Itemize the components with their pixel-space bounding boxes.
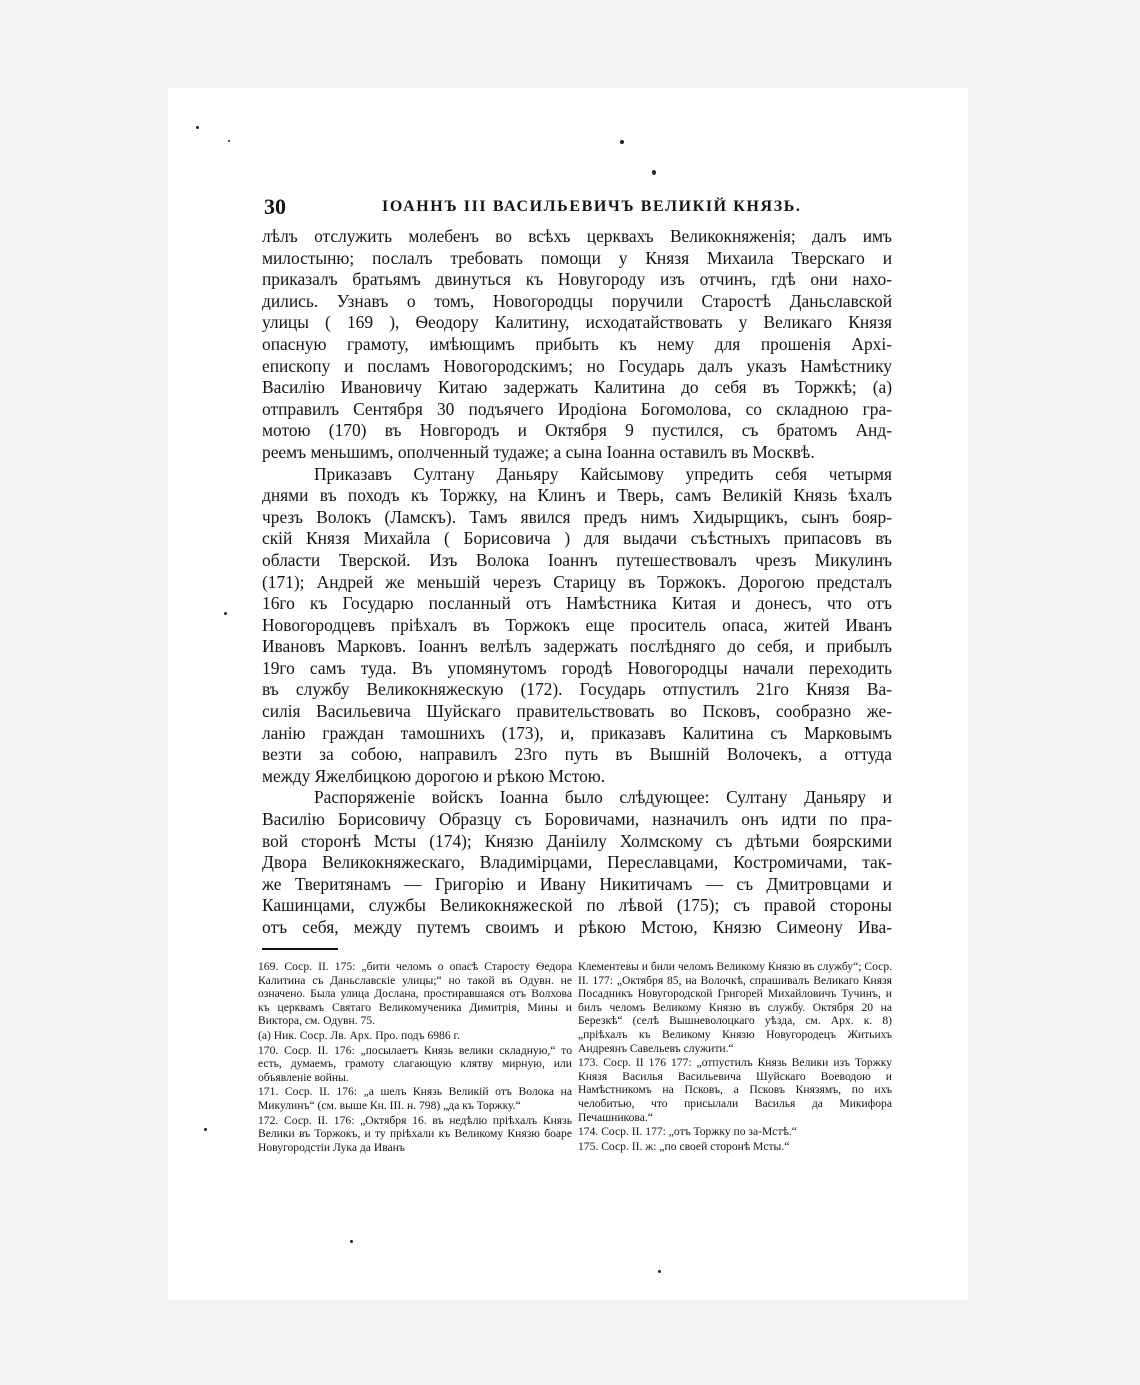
footnote-ref: 169. xyxy=(258,960,279,973)
text-line: мотою (170) въ Новгородъ и Октября 9 пустился, съ братомъ Анд- xyxy=(262,420,892,441)
text-line: опасную грамоту, имѣющимъ прибыть къ нему для прошенія Архі- xyxy=(262,333,892,354)
scan-speck xyxy=(658,1270,661,1273)
scan-speck xyxy=(620,140,624,144)
text-line: милостыню; послалъ требовать помощи у Князя Михаила Тверскаго и xyxy=(262,247,892,268)
text-line: силія Васильевича Шуйскаго правительствовать во Псковъ, сообразно же- xyxy=(262,701,892,722)
text-line: 16го къ Государю посланный отъ Намѣстника Китая и донесъ, что отъ xyxy=(262,593,892,614)
text-line: же Тверитянамъ — Григорію и Ивану Никитичамъ — съ Дмитровцами и xyxy=(262,873,892,894)
footnote-text: Соср. II. 175: „бити челомъ о опасѣ Старосту Ѳедора Калитина съ Даньславскіе улицы;“ но такой въ Одувн. не означено. Была улица Дослана, простиравшаяся отъ Волхова къ церквамъ Святаго Великомученика Димитрія, Мины и Викторa, см. Одувн. 75. xyxy=(258,960,572,1028)
footnote-text: Соср. II. 176: „посылаетъ Князь велики складную,“ то есть, думаемъ, грамоту слагающую клятву мирную, или объявленіе войны. xyxy=(258,1043,572,1084)
text-line: Ивановъ Марковъ. Іоаннъ велѣлъ задержать послѣдняго до себя, и прибылъ xyxy=(262,636,892,657)
footnote-ref: 172. xyxy=(258,1113,279,1127)
text-line: Новогородцевъ пріѣхалъ въ Торжокъ еще проситель опаса, житей Иванъ xyxy=(262,614,892,635)
footnote xyxy=(258,1085,572,1112)
running-title: ІОАННЪ III ВАСИЛЬЕВИЧЪ ВЕЛИКІЙ КНЯЗЬ. xyxy=(382,198,802,215)
footnote-text: Клементевы и били челомъ Великому Князю въ службу“; Соср. II. 177: „Октября 85, на Волочкѣ, спрашивалъ Великаго Князя Посадникъ Новугородской Григорей Михайловичъ Тучинъ, и билъ челомъ Великому Князю въ службу. Октября 20 на Березкѣ“ (селѣ Вышневолоцкаго уѣзда, см. Арх. к. 8) „пріѣхалъ къ Великому Князю Новугородецъ Житьихъ Андреянъ Савельевъ служити.“ xyxy=(578,960,893,1055)
footnote xyxy=(578,1125,892,1139)
footnote-continuation xyxy=(578,960,892,1055)
text-line: Приказавъ Султану Даньяру Кайсымову упредить себя четырмя xyxy=(314,463,892,484)
page-number: 30 xyxy=(264,194,286,219)
footnotes-right-column xyxy=(578,960,892,1154)
text-line: (171); Андрей же меньшій черезъ Старицу въ Торжокъ. Дорогою предсталъ xyxy=(262,571,892,592)
text-line: реемъ меньшимъ, ополченный тудаже; а сына Іоанна оставилъ въ Москвѣ. xyxy=(262,441,815,462)
text-line: Распоряженіе войскъ Іоанна было слѣдующее: Султану Даньяру и xyxy=(314,787,892,808)
text-line: области Тверской. Изъ Волока Іоаннъ путешествовалъ чрезъ Микулинъ xyxy=(262,549,892,570)
footnote-ref: 174. xyxy=(578,1125,599,1139)
footnote xyxy=(578,1056,892,1124)
text-line: везти за собою, направилъ 23го путь въ Вышній Волочекъ, а оттуда xyxy=(262,744,892,765)
footnote-rule xyxy=(262,948,338,950)
text-line: епископу и посламъ Новогородскимъ; но Государь далъ указъ Намѣстнику xyxy=(262,355,892,376)
scan-speck xyxy=(224,612,227,615)
footnote xyxy=(258,1114,572,1155)
paragraph-2 xyxy=(262,464,892,788)
paragraph-3 xyxy=(262,787,892,938)
text-line: чрезъ Волокъ (Ламскъ). Тамъ явился предъ нимъ Хидырщикъ, сынъ бояр- xyxy=(262,506,892,527)
footnote-text: Соср. II 176 177: „отпустилъ Князь Велики изъ Торжку Князя Василья Васильевича Шуйскаго Воеводою и Намѣстникомъ на Псковъ, а Псковъ Князямъ, по ихъ челобитью, что присылали Василья да Микифора Печашникова.“ xyxy=(578,1056,892,1124)
scan-speck xyxy=(196,126,199,129)
text-line: отъ себя, между путемъ своимъ и рѣкою Мстою, Князю Симеону Ива- xyxy=(262,917,892,937)
page-header xyxy=(258,192,918,226)
footnote-text: Соср. II. 177: „отъ Торжку по за-Мстѣ.“ xyxy=(601,1125,797,1139)
paragraph-1 xyxy=(262,226,892,464)
scan-speck xyxy=(652,170,656,175)
scan-speck xyxy=(350,1240,353,1243)
text-line: ланію граждан тамошнихъ (173), и, приказавъ Калитина съ Марковымъ xyxy=(262,722,892,743)
main-text xyxy=(262,226,892,939)
footnote xyxy=(258,960,572,1028)
text-line: между Яжелбицкою дорогою и рѣкою Мстою. xyxy=(262,765,606,786)
text-line: лѣлъ отслужить молебенъ во всѣхъ церквахъ Великокняженія; далъ имъ xyxy=(262,226,892,246)
footnote-text: Соср. II. ж: „по своей сторонѣ Мсты.“ xyxy=(601,1139,790,1153)
footnote-text: Соср. II. 176: „Октября 16. въ недѣлю пріѣхалъ Князь Велики въ Торжокъ, и ту пріѣхали къ Великому Князю боаре Новугородстіи Лука да Иванъ xyxy=(258,1113,572,1154)
text-line: дились. Узнавъ о томъ, Новогородцы поручили Старостѣ Даньславской xyxy=(262,290,892,311)
text-line: Кашинцами, службы Великокняжеской по лѣвой (175); съ правой стороны xyxy=(262,895,892,916)
text-line: Василію Ивановичу Китаю задержать Калитина до себя въ Торжкѣ; (а) xyxy=(262,377,892,398)
footnote xyxy=(258,1029,572,1043)
footnote-ref: 171. xyxy=(258,1085,279,1099)
text-line: въ службу Великокняжескую (172). Государь отпустилъ 21го Князя Ва- xyxy=(262,679,892,700)
text-line: 19го самъ туда. Въ упомянутомъ городѣ Новогородцы начали переходить xyxy=(262,657,892,678)
scan-speck xyxy=(204,1128,207,1131)
text-line: Двора Великокняжескаго, Владимірцами, Переславцами, Костромичами, так- xyxy=(262,852,892,873)
text-line: Василію Борисовичу Образцу съ Боровичами, назначилъ онъ идти по пра- xyxy=(262,809,892,830)
text-line: вой сторонѣ Мсты (174); Князю Даніилу Холмскому съ дѣтьми боярскими xyxy=(262,830,892,851)
footnote xyxy=(578,1140,892,1154)
footnote-ref: 173. xyxy=(578,1056,599,1070)
footnote-ref: 175. xyxy=(578,1139,599,1153)
footnote-text: Ник. Соср. Лв. Арх. Про. подъ 6986 г. xyxy=(273,1028,460,1042)
text-line: скій Князя Михайла ( Борисовича ) для выдачи съѣстныхъ припасовъ въ xyxy=(262,528,892,549)
footnote xyxy=(258,1044,572,1085)
text-line: приказалъ братьямъ двинуться къ Новугороду изъ отчинъ, гдѣ они нахо- xyxy=(262,269,892,290)
footnote-ref: 170. xyxy=(258,1043,279,1057)
scan-speck xyxy=(228,140,230,142)
text-line: улицы ( 169 ), Ѳеодору Калитину, исходатайствовать у Великаго Князя xyxy=(262,312,892,333)
footnote-text: Соср. II. 176: „а шелъ Князь Великій отъ Волока на Микулинъ“ (см. выше Кн. III. н. 798) „да къ Торжку.“ xyxy=(258,1085,572,1112)
footnotes-left-column xyxy=(258,960,572,1155)
footnote-ref: (а) xyxy=(258,1028,271,1042)
text-line: днями въ походъ къ Торжку, на Клинъ и Тверь, самъ Великій Князь ѣхалъ xyxy=(262,485,892,506)
text-line: отправилъ Сентября 30 подъячего Иродіона Богомолова, со складною гра- xyxy=(262,398,892,419)
